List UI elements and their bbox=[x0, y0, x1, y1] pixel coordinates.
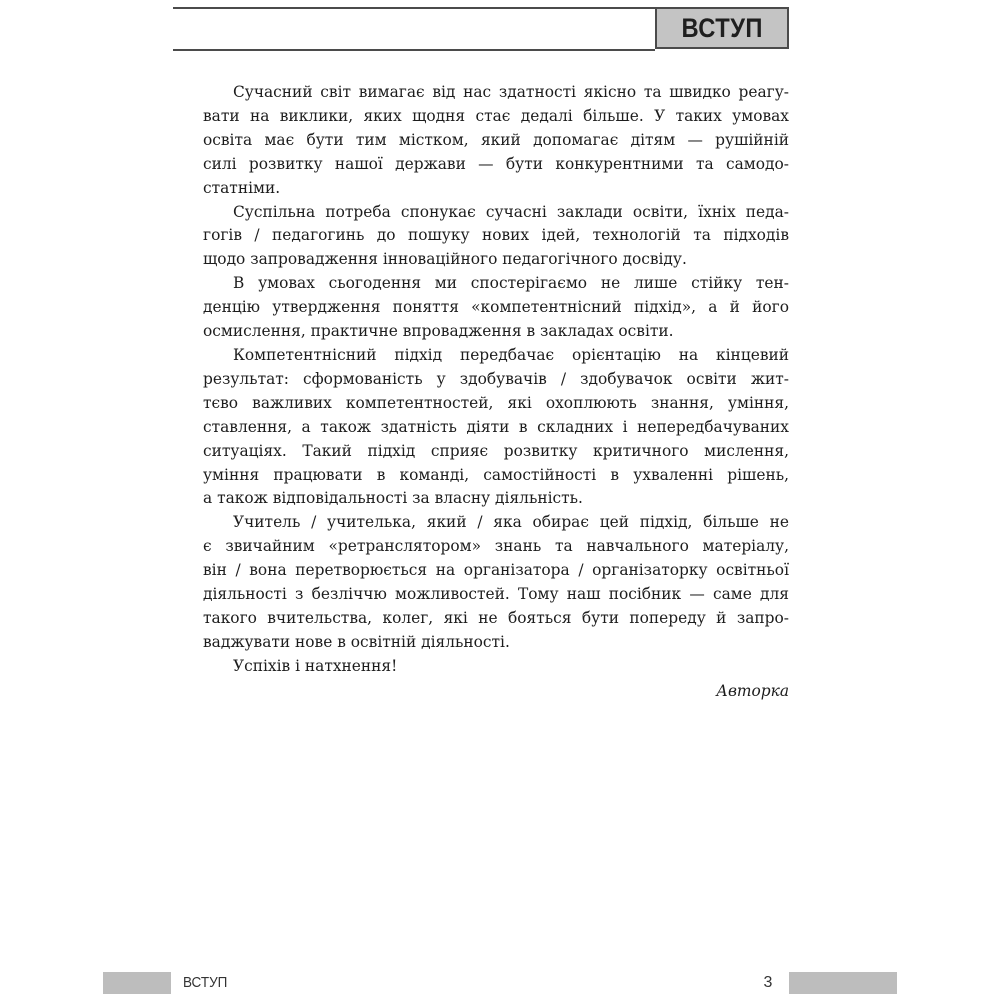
paragraph-6 bbox=[173, 655, 789, 679]
paragraph-4 bbox=[173, 344, 789, 511]
text-line: щодо запровадження інноваційного педагогічного досвіду. bbox=[203, 250, 687, 269]
header-rule-top bbox=[173, 7, 655, 9]
text-line: освіта має бути тим містком, який допомагає дітям — рушійній bbox=[203, 130, 789, 149]
text-line: гогів / педагогинь до пошуку нових ідей, технологій та підходів bbox=[203, 226, 789, 245]
footer-bar-right bbox=[789, 972, 897, 994]
text-line: силі розвитку нашої держави — бути конкурентними та самодо- bbox=[203, 154, 789, 173]
text-line: Сучасний світ вимагає від нас здатності якісно та швидко реагу- bbox=[233, 83, 789, 101]
text-line: Учитель / учителька, який / яка обирає цей підхід, більше не bbox=[233, 513, 789, 532]
text-line: такого вчительства, колег, які не бояться бути попереду й запро- bbox=[203, 608, 789, 627]
page-number: 3 bbox=[763, 974, 773, 991]
section-title: ВСТУП bbox=[681, 12, 763, 43]
text-line: В умовах сьогодення ми спостерігаємо не лише стійку тен- bbox=[233, 274, 789, 293]
text-line: ситуаціях. Такий підхід сприяє розвитку критичного мислення, bbox=[203, 441, 789, 460]
text-line: а також відповідальності за власну діяльність. bbox=[203, 489, 583, 508]
footer-section-label: ВСТУП bbox=[183, 974, 228, 991]
text-line: статніми. bbox=[203, 178, 281, 197]
page-content bbox=[173, 81, 789, 704]
text-line: денцію утвердження поняття «компетентнісний підхід», а й його bbox=[203, 298, 789, 317]
footer-bar-left bbox=[103, 972, 171, 994]
text-line: Компетентнісний підхід передбачає орієнтацію на кінцевий bbox=[233, 345, 789, 364]
paragraph-5 bbox=[173, 511, 789, 654]
text-line: ставлення, а також здатність діяти в складних і непередбачуваних bbox=[203, 417, 789, 436]
text-line: є звичайним «ретранслятором» знань та навчального матеріалу, bbox=[203, 537, 789, 556]
text-line: діяльності з безліччю можливостей. Тому наш посібник — саме для bbox=[203, 585, 789, 604]
paragraph-2 bbox=[173, 201, 789, 273]
text-line: вати на виклики, яких щодня стає дедалі більше. У таких умовах bbox=[203, 106, 789, 125]
text-line: Успіхів і натхнення! bbox=[233, 656, 398, 675]
text-line: тєво важливих компетентностей, які охоплюють знання, уміння, bbox=[203, 393, 789, 412]
text-line: осмислення, практичне впровадження в закладах освіти. bbox=[203, 322, 674, 341]
section-header-box bbox=[655, 7, 789, 49]
text-line: уміння працювати в команді, самостійності в ухваленні рішень, bbox=[203, 465, 789, 484]
text-line: ваджувати нове в освітній діяльності. bbox=[203, 632, 510, 651]
text-line: результат: сформованість у здобувачів / здобувачок освіти жит- bbox=[203, 369, 789, 388]
header-rule-bottom bbox=[173, 49, 655, 51]
text-line: Суспільна потреба спонукає сучасні заклади освіти, їхніх педа- bbox=[233, 202, 789, 221]
author-signature: Авторка bbox=[716, 681, 789, 700]
paragraph-3 bbox=[173, 272, 789, 344]
text-line: він / вона перетворюється на організатора / організаторку освітньої bbox=[203, 561, 789, 580]
paragraph-1 bbox=[173, 81, 789, 201]
